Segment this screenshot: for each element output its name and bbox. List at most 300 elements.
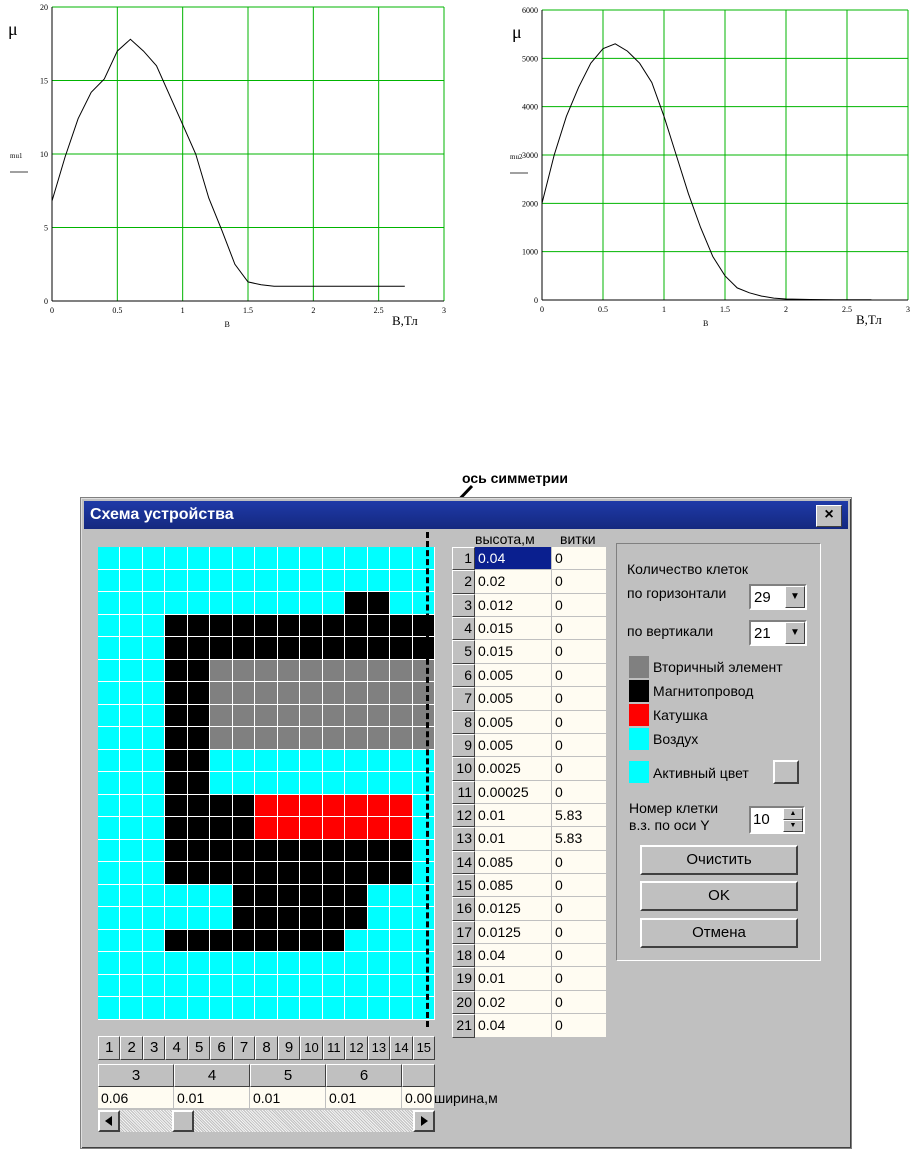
grid-cell[interactable] — [143, 682, 165, 705]
grid-cell[interactable] — [323, 907, 345, 930]
grid-cell[interactable] — [98, 907, 120, 930]
grid-cell[interactable] — [188, 727, 210, 750]
grid-cell[interactable] — [368, 840, 390, 863]
height-value-cell[interactable]: 0.0125 — [475, 921, 552, 944]
grid-cell[interactable] — [143, 637, 165, 660]
grid-cell[interactable] — [233, 795, 255, 818]
grid-cell[interactable] — [143, 660, 165, 683]
grid-cell[interactable] — [188, 592, 210, 615]
grid-cell[interactable] — [255, 705, 277, 728]
grid-cell[interactable] — [143, 705, 165, 728]
height-value-cell[interactable]: 0.0125 — [475, 897, 552, 920]
grid-cell[interactable] — [233, 975, 255, 998]
grid-cell[interactable] — [300, 705, 322, 728]
grid-cell[interactable] — [98, 570, 120, 593]
grid-cell[interactable] — [143, 952, 165, 975]
grid-cell[interactable] — [165, 975, 187, 998]
grid-cell[interactable] — [255, 840, 277, 863]
cell-number-spinner[interactable] — [749, 806, 805, 834]
horizontal-scrollbar[interactable] — [98, 1110, 435, 1132]
chevron-down-icon[interactable]: ▼ — [785, 586, 805, 608]
height-value-cell[interactable]: 0.015 — [475, 640, 552, 663]
grid-cell[interactable] — [233, 952, 255, 975]
grid-cell[interactable] — [368, 727, 390, 750]
grid-cell[interactable] — [210, 817, 232, 840]
column-number-button[interactable]: 12 — [345, 1036, 367, 1060]
width-value-cell[interactable]: 0.00 — [402, 1087, 435, 1109]
grid-cell[interactable] — [323, 727, 345, 750]
height-value-cell[interactable]: 0.012 — [475, 594, 552, 617]
grid-cell[interactable] — [323, 862, 345, 885]
turns-value-cell[interactable]: 0 — [552, 781, 607, 804]
grid-cell[interactable] — [165, 930, 187, 953]
grid-cell[interactable] — [323, 615, 345, 638]
turns-value-cell[interactable]: 0 — [552, 944, 607, 967]
grid-cell[interactable] — [233, 592, 255, 615]
turns-value-cell[interactable]: 0 — [552, 711, 607, 734]
grid-cell[interactable] — [323, 592, 345, 615]
turns-value-cell[interactable]: 0 — [552, 967, 607, 990]
grid-cell[interactable] — [323, 772, 345, 795]
grid-cell[interactable] — [143, 570, 165, 593]
grid-cell[interactable] — [233, 547, 255, 570]
height-value-cell[interactable]: 0.04 — [475, 1014, 552, 1037]
grid-cell[interactable] — [368, 570, 390, 593]
grid-cell[interactable] — [390, 862, 412, 885]
grid-cell[interactable] — [345, 997, 367, 1020]
scroll-thumb[interactable] — [172, 1110, 194, 1132]
horizontal-count-select[interactable] — [749, 584, 807, 610]
grid-cell[interactable] — [300, 862, 322, 885]
grid-cell[interactable] — [98, 840, 120, 863]
height-value-cell[interactable]: 0.02 — [475, 991, 552, 1014]
grid-cell[interactable] — [255, 772, 277, 795]
grid-cell[interactable] — [278, 907, 300, 930]
grid-cell[interactable] — [188, 660, 210, 683]
grid-cell[interactable] — [345, 660, 367, 683]
grid-cell[interactable] — [233, 705, 255, 728]
grid-cell[interactable] — [345, 952, 367, 975]
grid-cell[interactable] — [188, 795, 210, 818]
grid-cell[interactable] — [413, 570, 435, 593]
grid-cell[interactable] — [188, 817, 210, 840]
grid-cell[interactable] — [345, 570, 367, 593]
grid-cell[interactable] — [323, 817, 345, 840]
grid-cell[interactable] — [165, 997, 187, 1020]
grid-cell[interactable] — [143, 997, 165, 1020]
grid-cell[interactable] — [300, 750, 322, 773]
grid-cell[interactable] — [278, 547, 300, 570]
grid-cell[interactable] — [413, 952, 435, 975]
grid-cell[interactable] — [413, 727, 435, 750]
grid-cell[interactable] — [323, 840, 345, 863]
grid-cell[interactable] — [323, 547, 345, 570]
turns-value-cell[interactable]: 0 — [552, 874, 607, 897]
grid-cell[interactable] — [165, 682, 187, 705]
grid-cell[interactable] — [98, 637, 120, 660]
width-column-header[interactable]: 6 — [326, 1064, 402, 1087]
grid-cell[interactable] — [390, 547, 412, 570]
grid-cell[interactable] — [210, 705, 232, 728]
width-column-header[interactable] — [402, 1064, 435, 1087]
grid-cell[interactable] — [210, 682, 232, 705]
grid-cell[interactable] — [98, 615, 120, 638]
grid-cell[interactable] — [300, 795, 322, 818]
grid-cell[interactable] — [390, 907, 412, 930]
grid-cell[interactable] — [255, 727, 277, 750]
height-value-cell[interactable]: 0.04 — [475, 547, 552, 570]
grid-cell[interactable] — [120, 660, 142, 683]
column-number-button[interactable]: 15 — [413, 1036, 435, 1060]
grid-cell[interactable] — [413, 840, 435, 863]
turns-value-cell[interactable]: 0 — [552, 664, 607, 687]
grid-cell[interactable] — [233, 570, 255, 593]
grid-cell[interactable] — [300, 772, 322, 795]
grid-cell[interactable] — [300, 727, 322, 750]
grid-cell[interactable] — [413, 817, 435, 840]
grid-cell[interactable] — [210, 907, 232, 930]
grid-cell[interactable] — [345, 772, 367, 795]
row-number-button[interactable]: 9 — [452, 734, 475, 757]
grid-cell[interactable] — [98, 997, 120, 1020]
grid-cell[interactable] — [368, 885, 390, 908]
grid-cell[interactable] — [120, 750, 142, 773]
grid-cell[interactable] — [278, 952, 300, 975]
grid-cell[interactable] — [188, 930, 210, 953]
grid-cell[interactable] — [278, 772, 300, 795]
grid-cell[interactable] — [278, 975, 300, 998]
grid-cell[interactable] — [390, 637, 412, 660]
grid-cell[interactable] — [233, 615, 255, 638]
turns-value-cell[interactable]: 0 — [552, 617, 607, 640]
grid-cell[interactable] — [210, 795, 232, 818]
grid-cell[interactable] — [165, 592, 187, 615]
grid-cell[interactable] — [390, 930, 412, 953]
grid-cell[interactable] — [413, 705, 435, 728]
grid-cell[interactable] — [98, 862, 120, 885]
grid-cell[interactable] — [120, 570, 142, 593]
grid-cell[interactable] — [323, 660, 345, 683]
grid-cell[interactable] — [120, 840, 142, 863]
grid-cell[interactable] — [143, 817, 165, 840]
grid-cell[interactable] — [300, 817, 322, 840]
row-number-button[interactable]: 18 — [452, 944, 475, 967]
grid-cell[interactable] — [300, 637, 322, 660]
height-value-cell[interactable]: 0.04 — [475, 944, 552, 967]
grid-cell[interactable] — [368, 862, 390, 885]
grid-cell[interactable] — [390, 705, 412, 728]
grid-cell[interactable] — [188, 997, 210, 1020]
grid-cell[interactable] — [98, 705, 120, 728]
turns-value-cell[interactable]: 0 — [552, 921, 607, 944]
grid-cell[interactable] — [345, 885, 367, 908]
grid-cell[interactable] — [188, 705, 210, 728]
grid-cell[interactable] — [143, 907, 165, 930]
grid-cell[interactable] — [255, 592, 277, 615]
grid-cell[interactable] — [210, 750, 232, 773]
grid-cell[interactable] — [255, 862, 277, 885]
grid-cell[interactable] — [413, 772, 435, 795]
grid-cell[interactable] — [210, 975, 232, 998]
grid-cell[interactable] — [345, 975, 367, 998]
grid-cell[interactable] — [210, 727, 232, 750]
grid-cell[interactable] — [165, 885, 187, 908]
grid-cell[interactable] — [98, 682, 120, 705]
grid-cell[interactable] — [143, 592, 165, 615]
grid-cell[interactable] — [188, 750, 210, 773]
legend-swatch[interactable] — [629, 704, 649, 726]
grid-cell[interactable] — [165, 907, 187, 930]
grid-cell[interactable] — [278, 660, 300, 683]
turns-value-cell[interactable]: 5.83 — [552, 804, 607, 827]
grid-cell[interactable] — [390, 727, 412, 750]
grid-cell[interactable] — [390, 840, 412, 863]
grid-cell[interactable] — [98, 750, 120, 773]
grid-cell[interactable] — [278, 885, 300, 908]
turns-value-cell[interactable]: 0 — [552, 851, 607, 874]
grid-cell[interactable] — [368, 660, 390, 683]
grid-cell[interactable] — [120, 907, 142, 930]
grid-cell[interactable] — [165, 615, 187, 638]
grid-cell[interactable] — [143, 615, 165, 638]
grid-cell[interactable] — [210, 637, 232, 660]
grid-cell[interactable] — [368, 952, 390, 975]
column-number-button[interactable]: 13 — [368, 1036, 390, 1060]
grid-cell[interactable] — [300, 930, 322, 953]
grid-cell[interactable] — [300, 660, 322, 683]
grid-cell[interactable] — [165, 772, 187, 795]
grid-cell[interactable] — [233, 930, 255, 953]
height-value-cell[interactable]: 0.085 — [475, 851, 552, 874]
grid-cell[interactable] — [255, 547, 277, 570]
grid-cell[interactable] — [413, 795, 435, 818]
grid-cell[interactable] — [143, 975, 165, 998]
grid-cell[interactable] — [390, 615, 412, 638]
grid-cell[interactable] — [233, 660, 255, 683]
row-number-button[interactable]: 21 — [452, 1014, 475, 1037]
grid-cell[interactable] — [120, 772, 142, 795]
legend-swatch[interactable] — [629, 656, 649, 678]
grid-cell[interactable] — [120, 615, 142, 638]
height-value-cell[interactable]: 0.02 — [475, 570, 552, 593]
grid-cell[interactable] — [210, 660, 232, 683]
grid-cell[interactable] — [300, 615, 322, 638]
column-number-button[interactable]: 5 — [188, 1036, 210, 1060]
row-number-button[interactable]: 8 — [452, 711, 475, 734]
grid-cell[interactable] — [233, 885, 255, 908]
grid-cell[interactable] — [210, 952, 232, 975]
row-number-button[interactable]: 4 — [452, 617, 475, 640]
width-value-cell[interactable]: 0.01 — [326, 1087, 402, 1109]
vertical-count-select[interactable] — [749, 620, 807, 646]
grid-cell[interactable] — [98, 975, 120, 998]
grid-cell[interactable] — [120, 592, 142, 615]
grid-cell[interactable] — [98, 660, 120, 683]
row-number-button[interactable]: 15 — [452, 874, 475, 897]
ok-button[interactable]: OK — [640, 881, 798, 911]
spin-up-icon[interactable]: ▲ — [783, 808, 803, 820]
grid-cell[interactable] — [300, 907, 322, 930]
grid-cell[interactable] — [413, 750, 435, 773]
grid-cell[interactable] — [143, 750, 165, 773]
grid-cell[interactable] — [323, 570, 345, 593]
grid-cell[interactable] — [345, 705, 367, 728]
grid-cell[interactable] — [413, 637, 435, 660]
turns-value-cell[interactable]: 0 — [552, 897, 607, 920]
grid-cell[interactable] — [188, 682, 210, 705]
grid-cell[interactable] — [413, 997, 435, 1020]
close-button[interactable]: × — [816, 505, 842, 527]
grid-cell[interactable] — [345, 615, 367, 638]
grid-cell[interactable] — [210, 862, 232, 885]
grid-cell[interactable] — [143, 772, 165, 795]
row-number-button[interactable]: 13 — [452, 827, 475, 850]
column-number-button[interactable]: 1 — [98, 1036, 120, 1060]
width-column-header[interactable]: 4 — [174, 1064, 250, 1087]
spin-down-icon[interactable]: ▼ — [783, 820, 803, 832]
grid-cell[interactable] — [165, 795, 187, 818]
row-number-button[interactable]: 11 — [452, 781, 475, 804]
grid-cell[interactable] — [143, 727, 165, 750]
grid-cell[interactable] — [390, 750, 412, 773]
grid-cell[interactable] — [165, 862, 187, 885]
turns-value-cell[interactable]: 0 — [552, 594, 607, 617]
grid-cell[interactable] — [413, 862, 435, 885]
grid-cell[interactable] — [323, 637, 345, 660]
turns-value-cell[interactable]: 0 — [552, 570, 607, 593]
grid-cell[interactable] — [255, 975, 277, 998]
grid-cell[interactable] — [413, 885, 435, 908]
grid-cell[interactable] — [255, 660, 277, 683]
height-value-cell[interactable]: 0.01 — [475, 827, 552, 850]
legend-swatch[interactable] — [629, 728, 649, 750]
grid-cell[interactable] — [210, 615, 232, 638]
row-number-button[interactable]: 3 — [452, 594, 475, 617]
clear-button[interactable]: Очистить — [640, 845, 798, 875]
grid-cell[interactable] — [120, 997, 142, 1020]
grid-cell[interactable] — [368, 615, 390, 638]
grid-cell[interactable] — [278, 862, 300, 885]
height-value-cell[interactable]: 0.00025 — [475, 781, 552, 804]
grid-cell[interactable] — [390, 952, 412, 975]
grid-cell[interactable] — [300, 997, 322, 1020]
grid-cell[interactable] — [120, 930, 142, 953]
width-value-cell[interactable]: 0.01 — [174, 1087, 250, 1109]
grid-cell[interactable] — [210, 930, 232, 953]
grid-cell[interactable] — [143, 862, 165, 885]
row-number-button[interactable]: 14 — [452, 851, 475, 874]
grid-cell[interactable] — [390, 570, 412, 593]
grid-cell[interactable] — [233, 750, 255, 773]
grid-cell[interactable] — [143, 930, 165, 953]
grid-cell[interactable] — [233, 862, 255, 885]
grid-cell[interactable] — [233, 840, 255, 863]
grid-cell[interactable] — [278, 930, 300, 953]
grid-cell[interactable] — [413, 547, 435, 570]
grid-cell[interactable] — [120, 637, 142, 660]
grid-cell[interactable] — [413, 930, 435, 953]
column-number-button[interactable]: 14 — [390, 1036, 412, 1060]
grid-cell[interactable] — [98, 885, 120, 908]
grid-cell[interactable] — [300, 547, 322, 570]
grid-cell[interactable] — [98, 930, 120, 953]
grid-cell[interactable] — [233, 907, 255, 930]
grid-cell[interactable] — [345, 750, 367, 773]
grid-cell[interactable] — [143, 795, 165, 818]
grid-cell[interactable] — [413, 907, 435, 930]
grid-cell[interactable] — [120, 862, 142, 885]
grid-cell[interactable] — [120, 705, 142, 728]
grid-cell[interactable] — [210, 885, 232, 908]
grid-cell[interactable] — [368, 750, 390, 773]
grid-cell[interactable] — [165, 570, 187, 593]
grid-cell[interactable] — [368, 930, 390, 953]
grid-cell[interactable] — [233, 817, 255, 840]
grid-cell[interactable] — [368, 682, 390, 705]
turns-value-cell[interactable]: 5.83 — [552, 827, 607, 850]
grid-cell[interactable] — [188, 907, 210, 930]
grid-cell[interactable] — [120, 547, 142, 570]
grid-cell[interactable] — [413, 682, 435, 705]
grid-cell[interactable] — [120, 795, 142, 818]
grid-cell[interactable] — [345, 727, 367, 750]
row-number-button[interactable]: 20 — [452, 991, 475, 1014]
grid-cell[interactable] — [188, 772, 210, 795]
height-value-cell[interactable]: 0.005 — [475, 664, 552, 687]
grid-cell[interactable] — [255, 817, 277, 840]
grid-cell[interactable] — [165, 660, 187, 683]
grid-cell[interactable] — [345, 637, 367, 660]
grid-cell[interactable] — [210, 840, 232, 863]
row-number-button[interactable]: 16 — [452, 897, 475, 920]
chevron-down-icon[interactable]: ▼ — [785, 622, 805, 644]
grid-cell[interactable] — [188, 975, 210, 998]
grid-cell[interactable] — [368, 547, 390, 570]
grid-cell[interactable] — [188, 840, 210, 863]
grid-cell[interactable] — [120, 952, 142, 975]
grid-cell[interactable] — [255, 637, 277, 660]
grid-cell[interactable] — [165, 637, 187, 660]
turns-value-cell[interactable]: 0 — [552, 547, 607, 570]
grid-cell[interactable] — [368, 637, 390, 660]
grid-cell[interactable] — [413, 975, 435, 998]
grid-cell[interactable] — [188, 885, 210, 908]
grid-cell[interactable] — [368, 907, 390, 930]
device-cell-grid[interactable] — [98, 547, 435, 1020]
title-bar[interactable] — [84, 501, 848, 529]
grid-cell[interactable] — [300, 885, 322, 908]
grid-cell[interactable] — [345, 907, 367, 930]
grid-cell[interactable] — [165, 840, 187, 863]
scroll-right-button[interactable] — [413, 1110, 435, 1132]
grid-cell[interactable] — [323, 975, 345, 998]
grid-cell[interactable] — [278, 615, 300, 638]
grid-cell[interactable] — [188, 570, 210, 593]
grid-cell[interactable] — [278, 705, 300, 728]
grid-cell[interactable] — [210, 547, 232, 570]
grid-cell[interactable] — [233, 997, 255, 1020]
grid-cell[interactable] — [120, 975, 142, 998]
grid-cell[interactable] — [278, 795, 300, 818]
grid-cell[interactable] — [345, 682, 367, 705]
grid-cell[interactable] — [165, 750, 187, 773]
grid-cell[interactable] — [323, 997, 345, 1020]
grid-cell[interactable] — [255, 952, 277, 975]
height-value-cell[interactable]: 0.01 — [475, 967, 552, 990]
height-value-cell[interactable]: 0.005 — [475, 687, 552, 710]
grid-cell[interactable] — [255, 885, 277, 908]
grid-cell[interactable] — [143, 840, 165, 863]
